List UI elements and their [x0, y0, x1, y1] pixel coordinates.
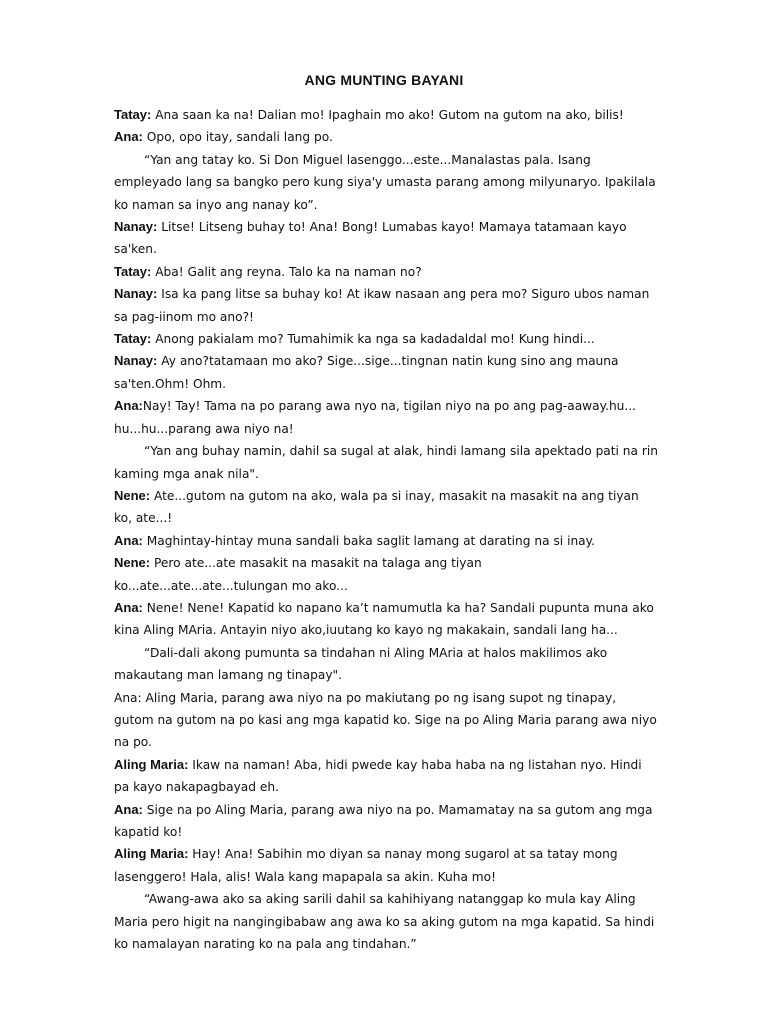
paragraph: [114, 843, 658, 888]
paragraph-text: Nay! Tay! Tama na po parang awa nyo na, tigilan niyo na po ang pag-aaway.hu... hu...hu...parang awa niyo na!: [114, 399, 637, 436]
paragraph: [114, 888, 658, 955]
paragraph-text: Hay! Ana! Sabihin mo diyan sa nanay mong sugarol at sa tatay mong lasenggero! Hala, alis! Wala kang mapapala sa akin. Kuha mo!: [114, 847, 618, 884]
speaker-label: Nanay:: [114, 286, 158, 302]
speaker-label: Nanay:: [114, 219, 158, 235]
paragraph: [114, 597, 658, 642]
speaker-label: Ana:: [114, 532, 143, 548]
paragraph-text: Pero ate...ate masakit na masakit na talaga ang tiyan ko...ate...ate...ate...tulungan mo ako...: [114, 556, 482, 593]
speaker-label: Nene:: [114, 487, 151, 503]
paragraph: [114, 149, 658, 216]
paragraph-text: Isa ka pang litse sa buhay ko! At ikaw nasaan ang pera mo? Siguro ubos naman sa pag-iinom mo ano?!: [114, 287, 650, 324]
paragraph-text: Opo, opo itay, sandali lang po.: [142, 130, 333, 145]
paragraph: [114, 395, 658, 440]
paragraph-text: Ana saan ka na! Dalian mo! Ipaghain mo ako! Gutom na gutom na ako, bilis!: [151, 108, 624, 122]
paragraph: [114, 104, 658, 126]
paragraph-text: “Yan ang tatay ko. Si Don Miguel lasenggo...este...Manalastas pala. Isang empleyado lang sa bangko pero kung siya'y umasta parang among milyunaryo. Ipakilala ko naman sa inyo ang nanay ko”.: [114, 152, 656, 212]
paragraph-text: “Dali-dali akong pumunta sa tindahan ni Aling MAria at halos makilimos ako makautang man lamang ng tinapay".: [114, 645, 608, 683]
paragraph: [114, 126, 658, 148]
paragraph-text: Litse! Litseng buhay to! Ana! Bong! Lumabas kayo! Mamaya tatamaan kayo sa'ken.: [114, 220, 627, 257]
speaker-label: Tatay:: [114, 331, 152, 347]
paragraph-text: Sige na po Aling Maria, parang awa niyo na po. Mamamatay na sa gutom ang mga kapatid ko!: [114, 802, 653, 839]
paragraph: [114, 440, 658, 485]
speaker-label: Tatay:: [114, 263, 152, 279]
paragraph: [114, 799, 658, 844]
speaker-label: Ana:: [114, 599, 143, 615]
speaker-label: Aling Maria:: [114, 756, 189, 772]
speaker-label: Nanay:: [114, 353, 158, 369]
paragraph: [114, 328, 658, 350]
speaker-label: Aling Maria:: [114, 846, 189, 862]
speaker-label: Ana:: [114, 801, 143, 817]
speaker-label: Tatay:: [114, 107, 152, 122]
paragraph-text: Nene! Nene! Kapatid ko napano ka’t namumutla ka ha? Sandali pupunta muna ako kina Aling MAria. Antayin niyo ako,iuutang ko kayo ng makakain, sandali lang ha...: [114, 600, 654, 638]
document-body: [114, 104, 658, 955]
paragraph-text: Ate...gutom na gutom na ako, wala pa si inay, masakit na masakit na ang tiyan ko, ate...!: [114, 488, 639, 526]
document-title: ANG MUNTING BAYANI: [304, 72, 464, 88]
paragraph: [114, 642, 658, 687]
speaker-label: Ana:: [114, 129, 143, 145]
paragraph-text: Ay ano?tatamaan mo ako? Sige...sige...tingnan natin kung sino ang mauna sa'ten.Ohm! Ohm.: [114, 354, 619, 391]
speaker-label: Ana:: [114, 398, 143, 414]
paragraph: [114, 350, 658, 395]
paragraph: [114, 485, 658, 530]
paragraph: [114, 283, 658, 328]
paragraph-text: Aba! Galit ang reyna. Talo ka na naman no?: [151, 264, 422, 279]
paragraph-text: Maghintay-hintay muna sandali baka saglit lamang at darating na si inay.: [142, 533, 595, 548]
paragraph: [114, 754, 658, 799]
speaker-label: Nene:: [114, 555, 151, 571]
paragraph-text: Ikaw na naman! Aba, hidi pwede kay haba haba na ng listahan nyo. Hindi pa kayo nakapagbayad eh.: [114, 757, 642, 795]
paragraph-text: Ana: Aling Maria, parang awa niyo na po makiutang po ng isang supot ng tinapay, gutom na gutom na po kasi ang mga kapatid ko. Sige na po Aling Maria parang awa niyo na po.: [114, 690, 657, 750]
paragraph: [114, 216, 658, 261]
paragraph-text: “Awang-awa ako sa aking sarili dahil sa kahihiyang natanggap ko mula kay Aling Maria pero higit na nangingibabaw ang awa ko sa aking gutom na mga kapatid. Sa hindi ko namalayan narating ko na pala ang tindahan.”: [114, 892, 655, 952]
paragraph: [114, 687, 658, 754]
paragraph-text: Anong pakialam mo? Tumahimik ka nga sa kadadaldal mo! Kung hindi...: [151, 332, 595, 347]
paragraph: [114, 261, 658, 283]
paragraph-text: “Yan ang buhay namin, dahil sa sugal at alak, hindi lamang sila apektado pati na rin kaming mga anak nila".: [114, 444, 658, 481]
paragraph: [114, 552, 658, 597]
paragraph: [114, 530, 658, 552]
